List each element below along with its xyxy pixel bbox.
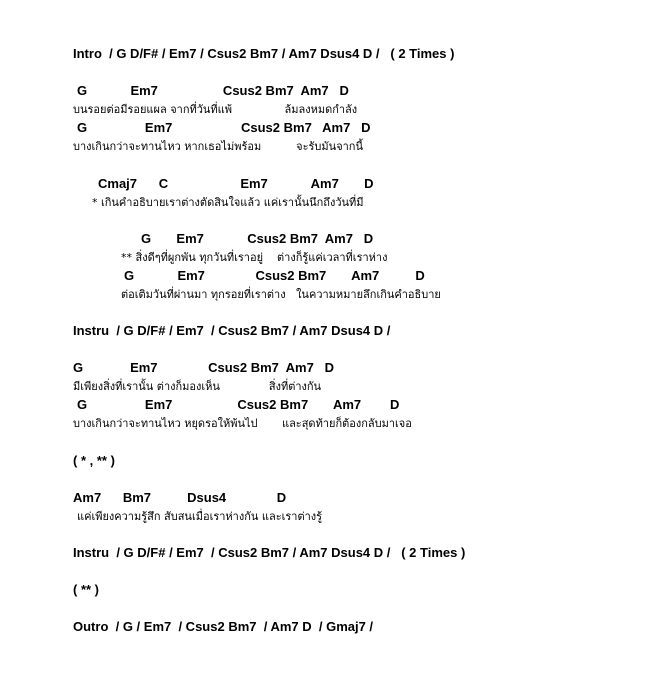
pre-chorus-chords: Cmaj7 C Em7 Am7 D [98,176,374,191]
verse2-lyric-1: มีเพียงสิ่งที่เรานั้น ต่างก็มองเห็น สิ่งที่ต่างกัน [73,380,322,393]
bridge-chords: Am7 Bm7 Dsus4 D [73,490,287,505]
verse1-chords-1: G Em7 Csus2 Bm7 Am7 D [77,83,349,98]
outro-line: Outro / G / Em7 / Csus2 Bm7 / Am7 D / Gmaj7 / [73,619,374,634]
intro-line: Intro / G D/F# / Em7 / Csus2 Bm7 / Am7 Dsus4 D / ( 2 Times ) [73,46,455,61]
bridge-lyric: แค่เพียงความรู้สึก สับสนเมื่อเราห่างกัน และเราต่างรู้ [77,510,323,523]
instru-line-1: Instru / G D/F# / Em7 / Csus2 Bm7 / Am7 Dsus4 D / [73,323,391,338]
pre-chorus-lyric: * เกินคำอธิบายเราต่างตัดสินใจแล้ว แค่เรานั้นนึกถึงวันที่มี [92,196,364,209]
chorus-chords-1: G Em7 Csus2 Bm7 Am7 D [141,231,374,246]
instru-line-2: Instru / G D/F# / Em7 / Csus2 Bm7 / Am7 Dsus4 D / ( 2 Times ) [73,545,466,560]
verse1-lyric-1: บนรอยต่อมีรอยแผล จากที่วันที่แพ้ ล้มลงหมดกำลัง [73,103,358,116]
verse1-lyric-2: บางเกินกว่าจะทานไหว หากเธอไม่พร้อม จะรับมันจากนี้ [73,140,363,153]
repeat-marker-2: ( ** ) [73,582,99,597]
verse2-lyric-2: บางเกินกว่าจะทานไหว หยุดรอให้พ้นไป และสุดท้ายก็ต้องกลับมาเจอ [73,417,412,430]
chorus-lyric-1: ** สิ่งดีๆที่ผูกพัน ทุกวันที่เราอยู่ ต่างก็รู้แค่เวลาที่เราห่าง [121,251,388,264]
chorus-lyric-2: ต่อเติมวันที่ผ่านมา ทุกรอยที่เราต่าง ในความหมายลึกเกินคำอธิบาย [121,288,441,301]
verse2-chords-2: G Em7 Csus2 Bm7 Am7 D [77,397,400,412]
verse1-chords-2: G Em7 Csus2 Bm7 Am7 D [77,120,371,135]
repeat-marker-1: ( * , ** ) [73,453,115,468]
verse2-chords-1: G Em7 Csus2 Bm7 Am7 D [73,360,335,375]
chorus-chords-2: G Em7 Csus2 Bm7 Am7 D [124,268,425,283]
